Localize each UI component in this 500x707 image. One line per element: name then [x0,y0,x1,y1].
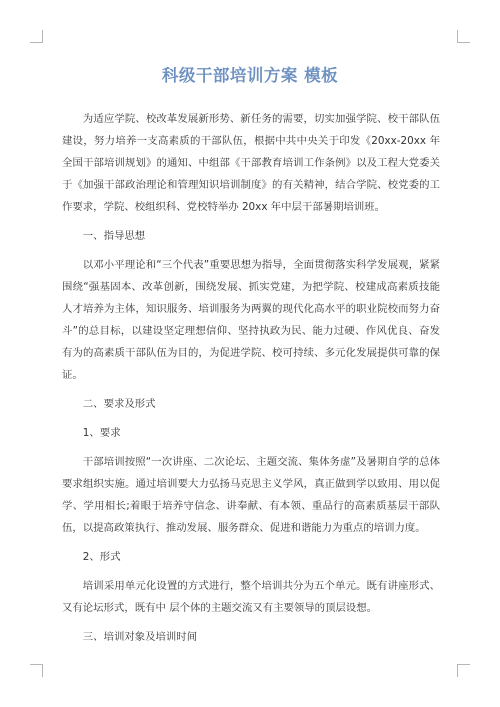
paragraph-form: 培训采用单元化设置的方式进行，整个培训共分为五个单元。既有讲座形式、又有论坛形式，既有中 层个体的主题交流又有主要领导的顶层设想。 [62,580,440,614]
document-title: 科级干部培训方案 模板 [161,66,339,85]
section-heading-trainees-time: 三、培训对象及培训时间 [82,631,198,643]
paragraph-guiding-ideology: 以邓小平理论和“三个代表”重要思想为指导，全面贯彻落实科学发展观，紧紧围绕“强基固本、改革创新，围绕发展、抓实党建，为把学院、校建成高素质技能人才培养为主体，知识服务、培训服务为两翼的现代化高水平的职业院校而努力奋斗”的总目标，以建设坚定理想信仰、坚持执政为民、能力过硬、作风优良、奋发有为的高素质干部队伍为目的，为促进学院、校可持续、多元化发展提供可靠的保证。 [62,259,440,381]
paragraph-requirements: 干部培训按照“一次讲座、二次论坛、主题交流、集体务虚”及暑期自学的总体要求组织实施。通过培训要大力弘扬马克思主义学风，真正做到学以致用、用以促学、学用相长;着眼于培养守信念、讲奉献、有本领、重品行的高素质基层干部队伍，以提高政策执行、推动发展、服务群众、促进和谐能力为重点的培训力度。 [62,456,440,534]
crop-mark-top-left [30,30,43,43]
subsection-heading-requirements: 1、要求 [82,427,121,439]
document-body [62,108,440,655]
crop-mark-bottom-left [30,664,43,677]
paragraph-intro: 为适应学院、校改革发展新形势、新任务的需要，切实加强学院、校干部队伍建设，努力培养一支高素质的干部队伍，根据中共中央关于印发《20xx-20xx 年全国干部培训规划》的通知、中组部《干部教育培训工作条例》以及工程大党委关于《加强干部政治理论和管理知识培训制度》的有关精神，结合学院、校党委的工作要求，学院、校组织科、党校特举办 20xx 年中层干部暑期培训班。 [62,113,440,213]
crop-mark-top-right [457,30,470,43]
section-heading-requirements-form: 二、要求及形式 [82,398,156,410]
subsection-heading-form: 2、形式 [82,551,121,563]
crop-mark-bottom-right [457,664,470,677]
section-heading-guiding-ideology: 一、指导思想 [82,230,146,242]
